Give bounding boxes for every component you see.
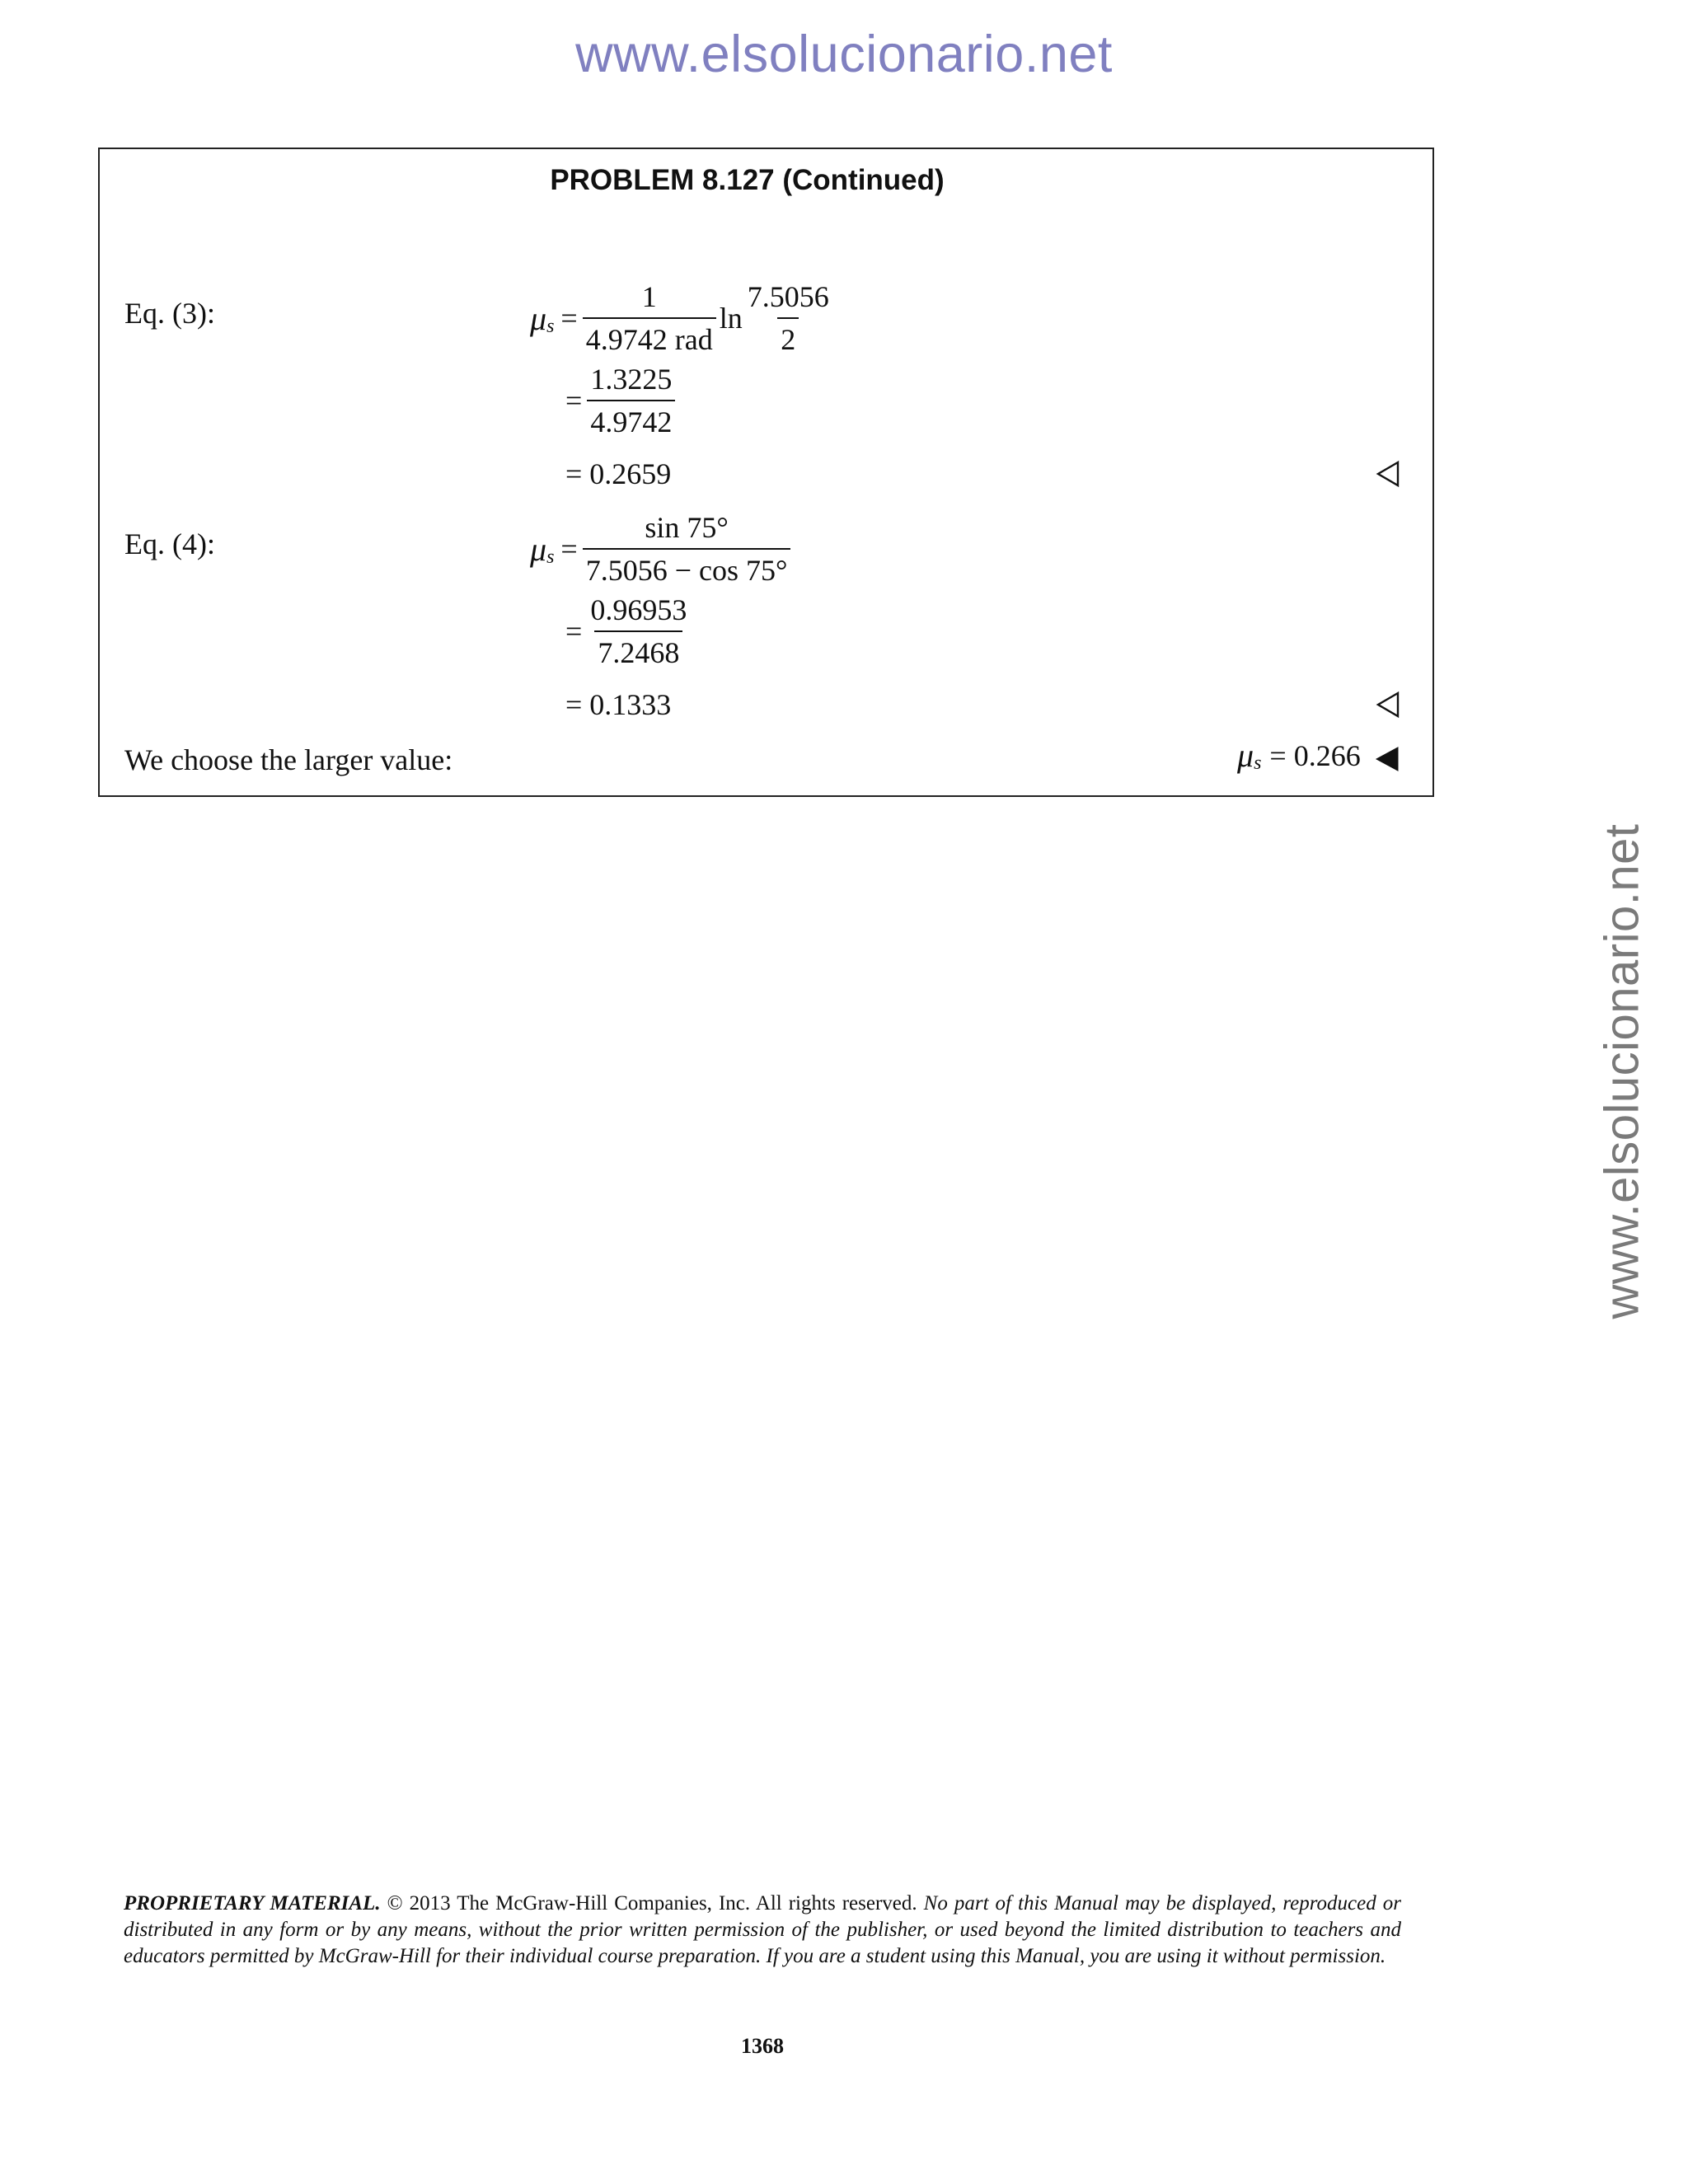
eq3-fraction-1 — [583, 279, 716, 357]
equals-sign: = — [560, 302, 578, 335]
eq4-fraction-1 — [583, 510, 791, 588]
eq4-result: = 0.1333 — [565, 688, 672, 721]
ln-operator: ln — [719, 302, 743, 335]
problem-box — [98, 148, 1434, 797]
equals-sign: = — [565, 615, 583, 648]
mu-subscript: s — [546, 315, 555, 337]
mu-symbol: μ — [1237, 737, 1254, 774]
mu-subscript: s — [546, 546, 555, 568]
eq3-result: = 0.2659 — [565, 457, 672, 490]
final-answer — [1237, 736, 1361, 775]
problem-title — [100, 164, 1436, 197]
equals-sign: = — [560, 532, 578, 565]
watermark-side: www.elsolucionario.net — [1595, 823, 1649, 1319]
footer-lead: PROPRIETARY MATERIAL. — [124, 1892, 381, 1915]
eq4-step2-denominator: 7.2468 — [594, 630, 682, 670]
mu-subscript: s — [1254, 752, 1262, 774]
final-answer-value: = 0.266 — [1269, 738, 1361, 772]
watermark-top: www.elsolucionario.net — [575, 26, 1113, 83]
eq4-line1 — [530, 510, 790, 588]
eq3-frac2-numerator: 7.5056 — [747, 280, 829, 313]
footer-notice: No part of this Manual may be displayed, reproduced or distributed in any form or by any means, without the prior written permission of the publisher, or used beyond the limited distribution to teachers and educators permitted by McGraw-Hill for their individual course preparation. If you are a student using this Manual, you are using it without permission. — [124, 1892, 1401, 1967]
open-triangle-marker-icon — [1373, 690, 1403, 719]
eq4-step2-fraction — [587, 593, 690, 670]
eq3-line2 — [565, 362, 675, 439]
conclusion-label: We choose the larger value: — [124, 743, 453, 776]
problem-title-text: PROBLEM 8.127 (Continued) — [550, 164, 945, 196]
eq3-label: Eq. (3): — [124, 297, 215, 330]
eq3-step2-denominator: 4.9742 — [587, 400, 675, 439]
eq4-frac1-numerator: sin 75° — [645, 511, 729, 544]
equals-sign: = — [565, 384, 583, 417]
eq3-line1 — [530, 279, 832, 357]
eq4-frac1-denominator: 7.5056 − cos 75° — [583, 548, 791, 588]
page-number: 1368 — [741, 2034, 784, 2058]
mu-symbol: μ — [530, 299, 547, 337]
footer-copyright: © 2013 The McGraw-Hill Companies, Inc. All rights reserved. — [387, 1892, 917, 1915]
eq3-frac1-numerator: 1 — [641, 280, 657, 313]
eq4-step2-numerator: 0.96953 — [590, 593, 687, 626]
eq3-fraction-2 — [744, 279, 832, 357]
filled-triangle-answer-icon — [1373, 744, 1403, 774]
mu-symbol: μ — [530, 530, 547, 568]
eq3-step2-fraction — [587, 362, 675, 439]
eq3-frac2-denominator: 2 — [777, 317, 799, 357]
eq4-line2 — [565, 593, 690, 670]
copyright-footer — [124, 1891, 1401, 1970]
eq3-frac1-denominator: 4.9742 rad — [583, 317, 716, 357]
eq4-label: Eq. (4): — [124, 527, 215, 560]
open-triangle-marker-icon — [1373, 459, 1403, 489]
eq3-step2-numerator: 1.3225 — [590, 363, 673, 396]
